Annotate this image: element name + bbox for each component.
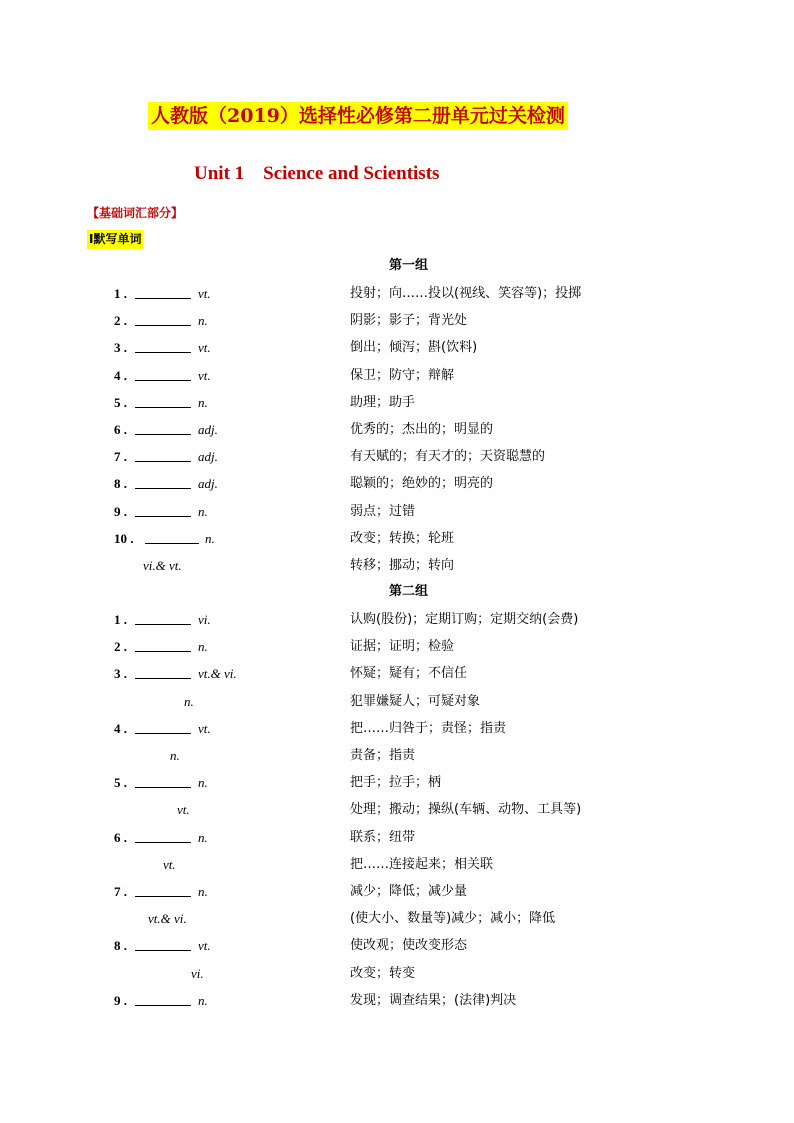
vocab-row: [0, 692, 794, 712]
item-number: 3 .: [114, 340, 127, 356]
part-of-speech: n.: [198, 503, 208, 519]
chinese-meaning: 责备；指责: [350, 748, 416, 763]
vocab-row: [0, 284, 794, 304]
chinese-meaning: 联系；纽带: [350, 829, 416, 845]
part-of-speech: vt.: [177, 802, 190, 818]
answer-blank[interactable]: [135, 407, 191, 408]
vocab-row: [0, 882, 794, 902]
item-number: 8 .: [114, 476, 127, 492]
answer-blank[interactable]: [135, 488, 191, 489]
part-of-speech: vt.: [198, 720, 211, 736]
section-label: 【基础词汇部分】: [87, 206, 184, 220]
item-number: 5 .: [114, 394, 127, 410]
chinese-meaning: 怀疑；疑有；不信任: [350, 666, 468, 682]
chinese-meaning: 改变；转换；轮班: [350, 530, 455, 546]
answer-blank[interactable]: [135, 842, 191, 843]
vocab-row: [0, 311, 794, 331]
part-of-speech: vi.: [198, 612, 211, 627]
chinese-meaning: 处理；搬动；操纵(车辆、动物、工具等): [350, 802, 582, 818]
answer-blank[interactable]: [135, 950, 191, 951]
chinese-meaning: 有天赋的；有天才的；天资聪慧的: [350, 449, 546, 465]
part-of-speech: vt.& vi.: [148, 911, 187, 927]
vocab-row: [0, 420, 794, 440]
item-number: 10 .: [114, 530, 134, 546]
answer-blank[interactable]: [145, 543, 199, 544]
item-number: 8 .: [114, 938, 127, 954]
part-of-speech: n.: [184, 693, 194, 709]
vocab-row: [0, 800, 794, 820]
answer-blank[interactable]: [135, 325, 191, 326]
part-of-speech: n.: [170, 748, 180, 763]
unit-title: Unit 1 Science and Scientists: [194, 163, 440, 184]
part-of-speech: vt.: [198, 286, 211, 301]
item-number: 1 .: [114, 612, 127, 627]
answer-blank[interactable]: [135, 678, 191, 679]
vocab-row: [0, 909, 794, 929]
item-number: 5 .: [114, 775, 127, 791]
chinese-meaning: 转移；挪动；转向: [350, 558, 455, 573]
part-of-speech: vi.& vt.: [143, 558, 182, 573]
part-of-speech: vt.: [163, 856, 176, 872]
part-of-speech: n.: [198, 884, 208, 899]
part-of-speech: adj.: [198, 476, 218, 492]
item-number: 7 .: [114, 884, 127, 899]
chinese-meaning: 优秀的；杰出的；明显的: [350, 422, 494, 437]
vocab-row: [0, 773, 794, 793]
item-number: 2 .: [114, 313, 127, 329]
chinese-meaning: 把……连接起来；相关联: [350, 856, 494, 872]
answer-blank[interactable]: [135, 298, 191, 299]
chinese-meaning: (使大小、数量等)减少；减小；降低: [350, 911, 556, 927]
vocab-row: [0, 991, 794, 1011]
vocab-row: [0, 529, 794, 549]
part-of-speech: vt.: [198, 340, 211, 356]
part-of-speech: n.: [198, 992, 208, 1008]
item-number: 4 .: [114, 720, 127, 736]
vocab-row: [0, 393, 794, 413]
vocab-row: [0, 828, 794, 848]
item-number: 6 .: [114, 829, 127, 845]
chinese-meaning: 把手；拉手；柄: [350, 775, 442, 791]
item-number: 7 .: [114, 449, 127, 465]
item-number: 9 .: [114, 992, 127, 1008]
part-of-speech: adj.: [198, 449, 218, 465]
subsection-label: Ⅰ默写单词: [87, 230, 143, 249]
part-of-speech: n.: [205, 530, 215, 546]
answer-blank[interactable]: [135, 461, 191, 462]
main-title: 人教版（2019）选择性必修第二册单元过关检测: [148, 102, 568, 130]
answer-blank[interactable]: [135, 434, 191, 435]
vocab-row: [0, 474, 794, 494]
vocab-row: [0, 338, 794, 358]
vocab-row: [0, 610, 794, 630]
vocab-row: [0, 746, 794, 766]
vocab-row: [0, 637, 794, 657]
group-title: 第一组: [389, 258, 429, 273]
answer-blank[interactable]: [135, 1005, 191, 1006]
vocab-row: [0, 502, 794, 522]
group-title: 第二组: [389, 584, 429, 599]
part-of-speech: n.: [198, 829, 208, 845]
answer-blank[interactable]: [135, 352, 191, 353]
chinese-meaning: 改变；转变: [350, 965, 416, 981]
part-of-speech: vt.& vi.: [198, 666, 237, 682]
part-of-speech: vt.: [198, 367, 211, 383]
vocab-row: [0, 366, 794, 386]
vocab-row: [0, 556, 794, 576]
chinese-meaning: 认购(股份)；定期订购；定期交纳(会费): [350, 612, 579, 627]
chinese-meaning: 投射；向……投以(视线、笑容等)；投掷: [350, 286, 582, 301]
vocab-row: [0, 664, 794, 684]
answer-blank[interactable]: [135, 787, 191, 788]
answer-blank[interactable]: [135, 516, 191, 517]
chinese-meaning: 倒出；倾泻；斟(饮料): [350, 340, 478, 356]
answer-blank[interactable]: [135, 733, 191, 734]
answer-blank[interactable]: [135, 651, 191, 652]
item-number: 1 .: [114, 286, 127, 301]
item-number: 6 .: [114, 422, 127, 437]
chinese-meaning: 使改观；使改变形态: [350, 938, 468, 954]
part-of-speech: n.: [198, 775, 208, 791]
vocab-row: [0, 855, 794, 875]
vocab-row: [0, 447, 794, 467]
answer-blank[interactable]: [135, 896, 191, 897]
chinese-meaning: 证据；证明；检验: [350, 639, 455, 655]
chinese-meaning: 犯罪嫌疑人；可疑对象: [350, 693, 481, 709]
chinese-meaning: 减少；降低；减少量: [350, 884, 468, 899]
vocab-row: [0, 964, 794, 984]
answer-blank[interactable]: [135, 624, 191, 625]
chinese-meaning: 发现；调查结果；(法律)判决: [350, 992, 517, 1008]
part-of-speech: vi.: [191, 965, 204, 981]
chinese-meaning: 阴影；影子；背光处: [350, 313, 468, 329]
part-of-speech: n.: [198, 394, 208, 410]
item-number: 9 .: [114, 503, 127, 519]
chinese-meaning: 助理；助手: [350, 394, 416, 410]
answer-blank[interactable]: [135, 380, 191, 381]
vocab-row: [0, 936, 794, 956]
part-of-speech: n.: [198, 313, 208, 329]
item-number: 3 .: [114, 666, 127, 682]
part-of-speech: n.: [198, 639, 208, 655]
item-number: 2 .: [114, 639, 127, 655]
chinese-meaning: 把……归咎于；责怪；指责: [350, 720, 507, 736]
vocab-row: [0, 719, 794, 739]
part-of-speech: adj.: [198, 422, 218, 437]
part-of-speech: vt.: [198, 938, 211, 954]
chinese-meaning: 弱点；过错: [350, 503, 416, 519]
item-number: 4 .: [114, 367, 127, 383]
chinese-meaning: 保卫；防守；辩解: [350, 367, 455, 383]
chinese-meaning: 聪颖的；绝妙的；明亮的: [350, 476, 494, 492]
